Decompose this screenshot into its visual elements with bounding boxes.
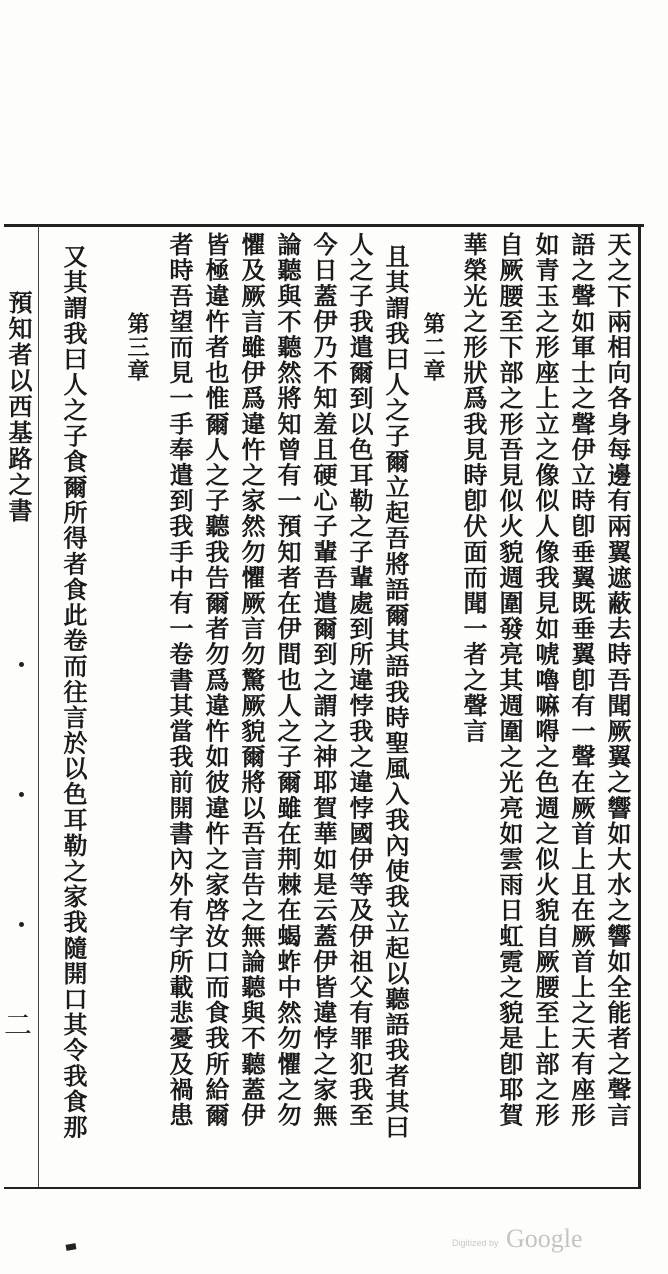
page-number: 二 (0, 1010, 33, 1038)
margin-divider-rule (38, 226, 39, 1187)
text-column-1: 天之下兩相向各身每邊有兩翼遮蔽去時吾聞厥翼之響如大水之響如全能者之聲言 (603, 232, 632, 1128)
chapter-heading-2: 第二章 (420, 312, 446, 383)
text-column-7: 人之子我遣爾到以色耳勒之子輩處到所違悖我之違悖國伊等及伊祖父有罪犯我至 (345, 232, 374, 1128)
text-column-12: 者時吾望而見一手奉遣到我手中有一卷書其當我前開書內外有字所載悲憂及禍患 (165, 232, 194, 1128)
right-border-rule (638, 224, 641, 1189)
margin-dot (19, 922, 24, 927)
running-title: 預知者以西基路之書 (4, 290, 33, 524)
text-column-10: 懼及厥言雖伊爲違忤之家然勿懼厥言勿驚厥貌爾將以吾言告之無論聽與不聽蓋伊 (237, 232, 266, 1128)
text-column-11: 皆極違忤者也惟爾人之子聽我告爾者勿爲違忤如彼違忤之家啓汝口而食我所給爾 (201, 232, 230, 1128)
text-column-8: 今日蓋伊乃不知羞且硬心子輩吾遣爾到之謂之神耶賀華如是云蓋伊皆違悖之家無 (309, 232, 338, 1128)
chapter-heading-3: 第三章 (124, 312, 150, 383)
text-column-13: 又其謂我曰人之子食爾所得者食此卷而往言於以色耳勒之家我隨開口其令我食那 (59, 244, 88, 1140)
text-column-5: 華榮光之形狀爲我見時卽伏面而聞一者之聲言 (459, 232, 488, 744)
google-watermark: Google (506, 1224, 583, 1253)
text-column-4: 自厥腰至下部之形吾見似火貌週圍發亮其週圍之光亮如雲雨日虹霓之貌是卽耶賀 (495, 232, 524, 1128)
margin-dot (19, 792, 24, 797)
digitized-label: Digitized by (452, 1238, 499, 1248)
text-column-6: 且其謂我曰人之子爾立起吾將語爾其語我時聖風入我內使我立起以聽語我者其曰 (381, 244, 410, 1140)
text-column-3: 如青玉之形座上立之像似人像我見如唬嚕嘛嘚之色週之似火貌自厥腰至上部之形 (531, 232, 560, 1128)
top-border-rule (4, 224, 644, 227)
bottom-border-rule (4, 1187, 640, 1189)
text-column-9: 論聽與不聽然將知曾有一預知者在伊間也人之子爾雖在荆棘在蝎蚱中然勿懼之勿 (273, 232, 302, 1128)
footer-ink-mark (66, 1243, 77, 1251)
margin-dot (19, 662, 24, 667)
text-column-2: 語之聲如軍士之聲伊立時卽垂翼既垂翼卽有一聲在厥首上且在厥首上之天有座形 (567, 232, 596, 1128)
